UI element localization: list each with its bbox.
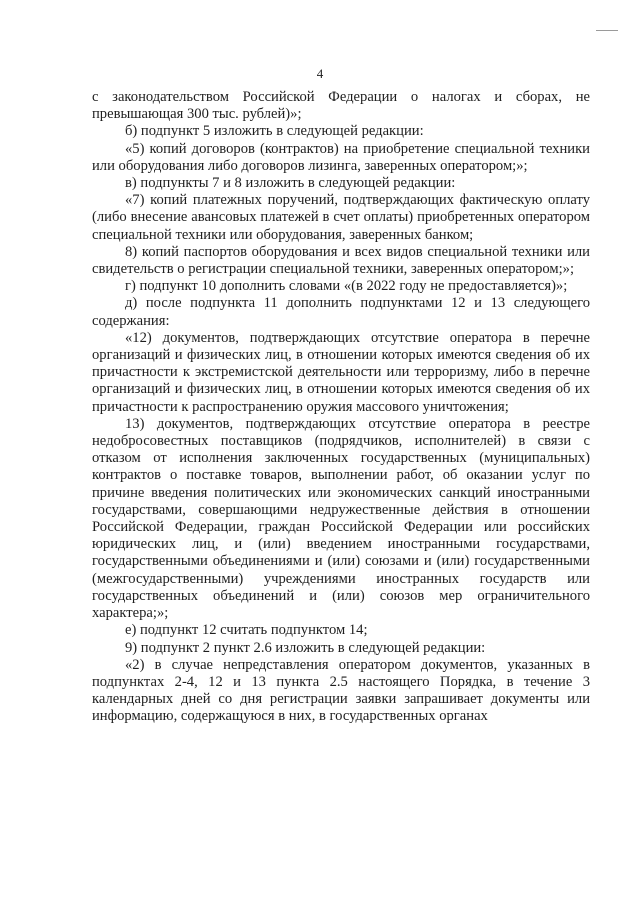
- scan-artifact-mark: [596, 30, 618, 31]
- document-body: [92, 89, 590, 726]
- paragraph-subitem-v: в) подпункты 7 и 8 изложить в следующей редакции:: [125, 175, 456, 192]
- page-number: 4: [316, 66, 324, 81]
- paragraph-subitem-d: д) после подпункта 11 дополнить подпунктами 12 и 13 следующего содержания:: [92, 295, 590, 329]
- paragraph-subitem-b: б) подпункт 5 изложить в следующей редакции:: [125, 123, 424, 140]
- paragraph-item-13: 13) документов, подтверждающих отсутствие оператора в реестре недобросовестных поставщиков (подрядчиков, исполнителей) в связи с отказом от исполнения заключенных государственных (муниципальных) контрактов о поставке товаров, выполнении работ, об оказании услуг по причине введения политических или экономических санкций иностранными государствами, совершающими недружественные действия в отношении Российской Федерации, граждан Российской Федерации или российских юридических лиц, и (или) введением иностранными государствами, государственными объединениями и (или) союзами и (или) государственными (межгосударственными) учреждениями иностранных государств или государственных объединений и (или) союзов мер ограничительного характера;»;: [92, 415, 590, 622]
- paragraph-item-5: «5) копий договоров (контрактов) на приобретение специальной техники или оборудования либо договоров лизинга, заверенных оператором;»;: [92, 140, 590, 174]
- paragraph-continuation: с законодательством Российской Федерации о налогах и сборах, не превышающая 300 тыс. рублей)»;: [92, 89, 590, 123]
- paragraph-item-8: 8) копий паспортов оборудования и всех видов специальной техники или свидетельств о регистрации специальной техники, заверенных оператором;»;: [92, 243, 590, 278]
- paragraph-item-12: «12) документов, подтверждающих отсутствие оператора в перечне организаций и физических лиц, в отношении которых имеются сведения об их причастности к экстремистской деятельности или терроризму, либо в перечне организаций и физических лиц, в отношении которых имеются сведения об их причастности к распространению оружия массового уничтожения;: [92, 329, 590, 415]
- paragraph-subitem-g: г) подпункт 10 дополнить словами «(в 2022 году не предоставляется)»;: [125, 278, 568, 295]
- paragraph-item-9: 9) подпункт 2 пункт 2.6 изложить в следующей редакции:: [125, 639, 486, 656]
- paragraph-item-7: «7) копий платежных поручений, подтверждающих фактическую оплату (либо внесение авансовых платежей в счет оплаты) приобретенных оператором специальной техники или оборудования, заверенных банком;: [92, 192, 590, 243]
- paragraph-item-2: «2) в случае непредставления оператором документов, указанных в подпунктах 2-4, 12 и 13 пункта 2.5 настоящего Порядка, в течение 3 календарных дней со дня регистрации заявки запрашивает документы или информацию, содержащуюся в них, в государственных органах: [92, 656, 590, 725]
- paragraph-subitem-e: е) подпункт 12 считать подпунктом 14;: [125, 622, 368, 639]
